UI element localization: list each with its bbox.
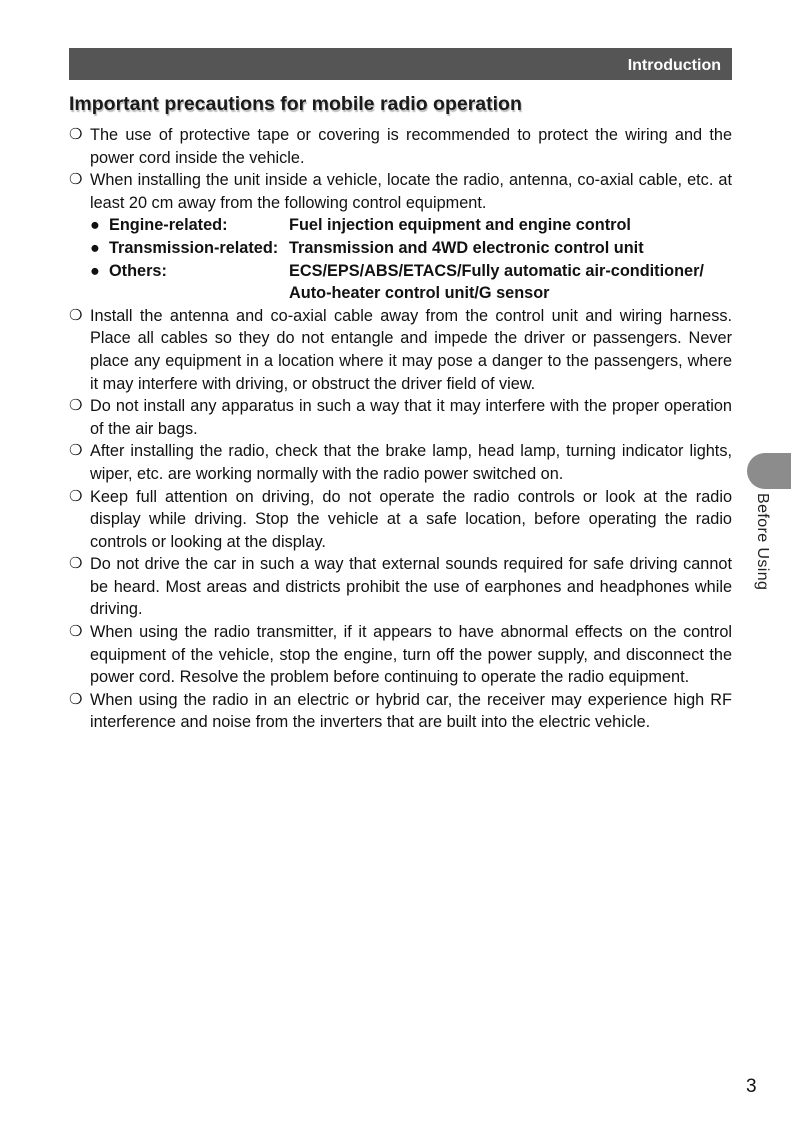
equipment-description: Fuel injection equipment and engine control xyxy=(289,216,631,235)
side-tab-marker xyxy=(747,453,791,489)
circle-bullet-icon: ❍ xyxy=(69,171,83,189)
precaution-item xyxy=(69,621,732,689)
dot-bullet-icon: ● xyxy=(90,238,100,257)
section-title: Introduction xyxy=(627,57,721,74)
control-equipment-item xyxy=(90,214,732,237)
precaution-text: Do not install any apparatus in such a way that it may interfere with the proper operation of the air bags. xyxy=(90,397,732,438)
precaution-item xyxy=(69,689,732,734)
precaution-item xyxy=(69,305,732,395)
precaution-item xyxy=(69,124,732,169)
dot-bullet-icon: ● xyxy=(90,261,100,280)
precaution-item xyxy=(69,553,732,621)
equipment-category: Others: xyxy=(109,261,167,280)
precaution-text: Do not drive the car in such a way that external sounds required for safe driving cannot be heard. Most areas and districts prohibit the use of earphones and headphones while driving. xyxy=(90,555,732,619)
precaution-text: Keep full attention on driving, do not operate the radio controls or look at the radio display while driving. Stop the vehicle at a safe location, before operating the radio controls or looking at the display. xyxy=(90,487,732,551)
circle-bullet-icon: ❍ xyxy=(69,397,83,415)
section-header-bar xyxy=(69,48,732,80)
precaution-text: Install the antenna and co-axial cable away from the control unit and wiring harness. Place all cables so they do not entangle and impede the driver or passengers. Never place any equipment in a location where it may pose a danger to the passengers, where it may interfere with driving, or obstruct the driver field of view. xyxy=(90,306,732,393)
precaution-text: When using the radio in an electric or hybrid car, the receiver may experience high RF interference and noise from the inverters that are built into the electric vehicle. xyxy=(90,690,732,732)
equipment-description: Transmission and 4WD electronic control unit xyxy=(289,238,644,257)
precaution-item xyxy=(69,169,732,214)
precaution-item xyxy=(69,395,732,440)
side-tab-label: Before Using xyxy=(754,493,771,591)
precaution-text: The use of protective tape or covering is recommended to protect the wiring and the power cord inside the vehicle. xyxy=(90,126,732,167)
control-equipment-item xyxy=(90,237,732,260)
precaution-item xyxy=(69,486,732,554)
precaution-text: When using the radio transmitter, if it appears to have abnormal effects on the control equipment of the vehicle, stop the engine, turn off the power supply, and disconnect the power cord. Resolve the problem before continuing to operate the radio equipment. xyxy=(90,623,732,687)
page-title: Important precautions for mobile radio operation xyxy=(69,93,522,115)
page-number: 3 xyxy=(746,1076,757,1097)
circle-bullet-icon: ❍ xyxy=(69,487,83,505)
circle-bullet-icon: ❍ xyxy=(69,442,83,460)
precaution-text: When installing the unit inside a vehicle, locate the radio, antenna, co-axial cable, etc. at least 20 cm away from the following control equipment. xyxy=(90,171,732,212)
precautions-list xyxy=(69,124,732,734)
equipment-category: Transmission-related: xyxy=(109,238,279,257)
control-equipment-list xyxy=(69,214,732,304)
circle-bullet-icon: ❍ xyxy=(69,555,83,573)
dot-bullet-icon: ● xyxy=(90,216,100,235)
precaution-text: After installing the radio, check that the brake lamp, head lamp, turning indicator lights, wiper, etc. are working normally with the radio power switched on. xyxy=(90,442,732,483)
equipment-category: Engine-related: xyxy=(109,216,228,235)
equipment-description: ECS/EPS/ABS/ETACS/Fully automatic air-conditioner/ Auto-heater control unit/G sensor xyxy=(289,261,704,303)
control-equipment-item xyxy=(90,260,732,305)
circle-bullet-icon: ❍ xyxy=(69,306,83,324)
precaution-item xyxy=(69,440,732,485)
circle-bullet-icon: ❍ xyxy=(69,623,83,641)
circle-bullet-icon: ❍ xyxy=(69,690,83,708)
circle-bullet-icon: ❍ xyxy=(69,126,83,143)
